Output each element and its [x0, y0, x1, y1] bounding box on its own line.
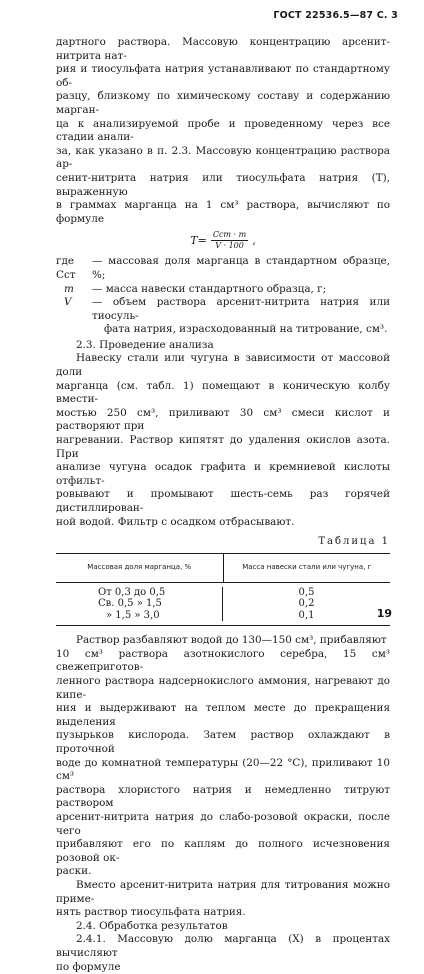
paragraph-4 — [56, 879, 390, 920]
table-cell: От 0,3 до 0,5 — [98, 586, 166, 598]
definition-text: — объем раствора арсенит-нитрита натрия или тиосуль- — [92, 296, 390, 322]
definition-symbol: V — [64, 296, 72, 309]
text-line: рия и тиосульфата натрия устанавливают по стандартному об- — [56, 63, 390, 89]
text-line: анализе чугуна осадок графита и кремниевой кислоты отфильт- — [56, 461, 390, 487]
document-body — [56, 36, 390, 974]
definition-row — [56, 255, 390, 282]
table-cell: 0,1 — [298, 609, 315, 621]
table-cell: » 1,5 » 3,0 — [106, 609, 160, 621]
formula-fraction — [211, 230, 248, 251]
table-header — [56, 554, 390, 583]
formula-suffix: , — [252, 234, 256, 248]
page-header: ГОСТ 22536.5—87 С. 3 — [273, 10, 398, 21]
text-line: раски. — [56, 865, 92, 878]
text-line: раствора хлористого натрия и немедленно титруют раствором — [56, 783, 390, 810]
text-line: арсенит-нитрита натрия до слабо-розовой окраски, после чего — [56, 811, 390, 837]
text-line: пузырьков кислорода. Затем раствор охлаждают в проточной — [56, 729, 390, 756]
table-header-col1: Массовая доля марганца, % — [56, 554, 224, 582]
table-caption: Таблица 1 — [318, 536, 390, 548]
definition-text: — масса навески стандартного образца, г; — [92, 282, 327, 295]
table-col-mass — [223, 587, 390, 622]
text-line: ния и выдерживают на теплом месте до прекращения выделения — [56, 702, 390, 728]
definition-text: фата натрия, израсходованный на титрование, см³. — [104, 323, 388, 336]
formula-numerator: Cст · m — [212, 230, 247, 240]
text-line: нять раствор тиосульфата натрия. — [56, 906, 246, 919]
table-col-range — [56, 587, 223, 622]
text-line: ровывают и промывают шесть-семь раз горячей дистиллирован- — [56, 488, 390, 514]
text-line: за, как указано в п. 2.3. Массовую концентрацию раствора ар- — [56, 144, 390, 171]
paragraph-2 — [56, 352, 390, 529]
text-line: марганца (см. табл. 1) помещают в коническую колбу вмести- — [56, 379, 390, 406]
definition-row — [56, 323, 390, 337]
section-heading-2-4: 2.4. Обработка результатов — [76, 919, 228, 932]
text-line: сенит-нитрита натрия или тиосульфата натрия (T), выраженную — [56, 171, 390, 198]
text-line: мостью 250 см³, приливают 30 см³ смеси кислот и растворяют при — [56, 406, 390, 433]
table-cell: 0,5 — [298, 586, 315, 598]
text-line: по формуле — [56, 960, 121, 973]
table-header-col2: Масса навески стали или чугуна, г — [242, 562, 372, 571]
text-line: ленного раствора надсернокислого аммония, нагревают до кипе- — [56, 675, 390, 701]
definitions — [56, 255, 390, 337]
table-1 — [56, 553, 390, 627]
definition-row — [56, 296, 390, 323]
text-line: в граммах марганца на 1 см³ раствора, вычисляют по формуле — [56, 199, 390, 225]
formula-lhs: T= — [190, 234, 207, 248]
page-number: 19 — [376, 607, 392, 620]
text-line: ца к анализируемой пробе и проведенному через все стадии анали- — [56, 117, 390, 144]
table-cell: Св. 0,5 » 1,5 — [98, 598, 162, 610]
definition-text: — массовая доля марганца в стандартном образце, %; — [92, 255, 390, 281]
text-line: нагревании. Раствор кипятят до удаления окислов азота. При — [56, 434, 390, 460]
text-line: ной водой. Фильтр с осадком отбрасывают. — [56, 515, 295, 528]
table-body — [56, 583, 390, 626]
text-line: Навеску стали или чугуна в зависимости от массовой доли — [56, 352, 390, 379]
formula-denominator: V · 100 — [215, 241, 244, 251]
formula-t — [56, 230, 390, 251]
text-line: дартного раствора. Массовую концентрацию арсенит-нитрита нат- — [56, 36, 390, 62]
text-line: 2.4.1. Массовую долю марганца (X) в процентах вычисляют — [56, 933, 390, 959]
definition-symbol: где Cст — [56, 255, 76, 281]
definition-symbol — [56, 323, 104, 337]
text-line: прибавляют его по каплям до полного исчезновения розовой ок- — [56, 838, 390, 864]
section-heading-2-3: 2.3. Проведение анализа — [76, 338, 214, 351]
paragraph-1 — [56, 36, 390, 226]
text-line: разцу, близкому по химическому составу и содержанию марган- — [56, 90, 390, 116]
text-line: Вместо арсенит-нитрита натрия для титрования можно приме- — [56, 878, 390, 905]
definition-row — [56, 283, 390, 297]
text-line: 10 см³ раствора азотнокислого серебра, 15 см³ свежеприготов- — [56, 647, 390, 674]
paragraph-5 — [56, 933, 390, 974]
paragraph-3 — [56, 634, 390, 879]
table-cell: 0,2 — [298, 598, 315, 610]
text-line: воде до комнатной температуры (20—22 °С), приливают 10 см³ — [56, 756, 390, 783]
definition-symbol: m — [64, 282, 74, 295]
text-line: Раствор разбавляют водой до 130—150 см³, прибавляют — [76, 634, 387, 647]
